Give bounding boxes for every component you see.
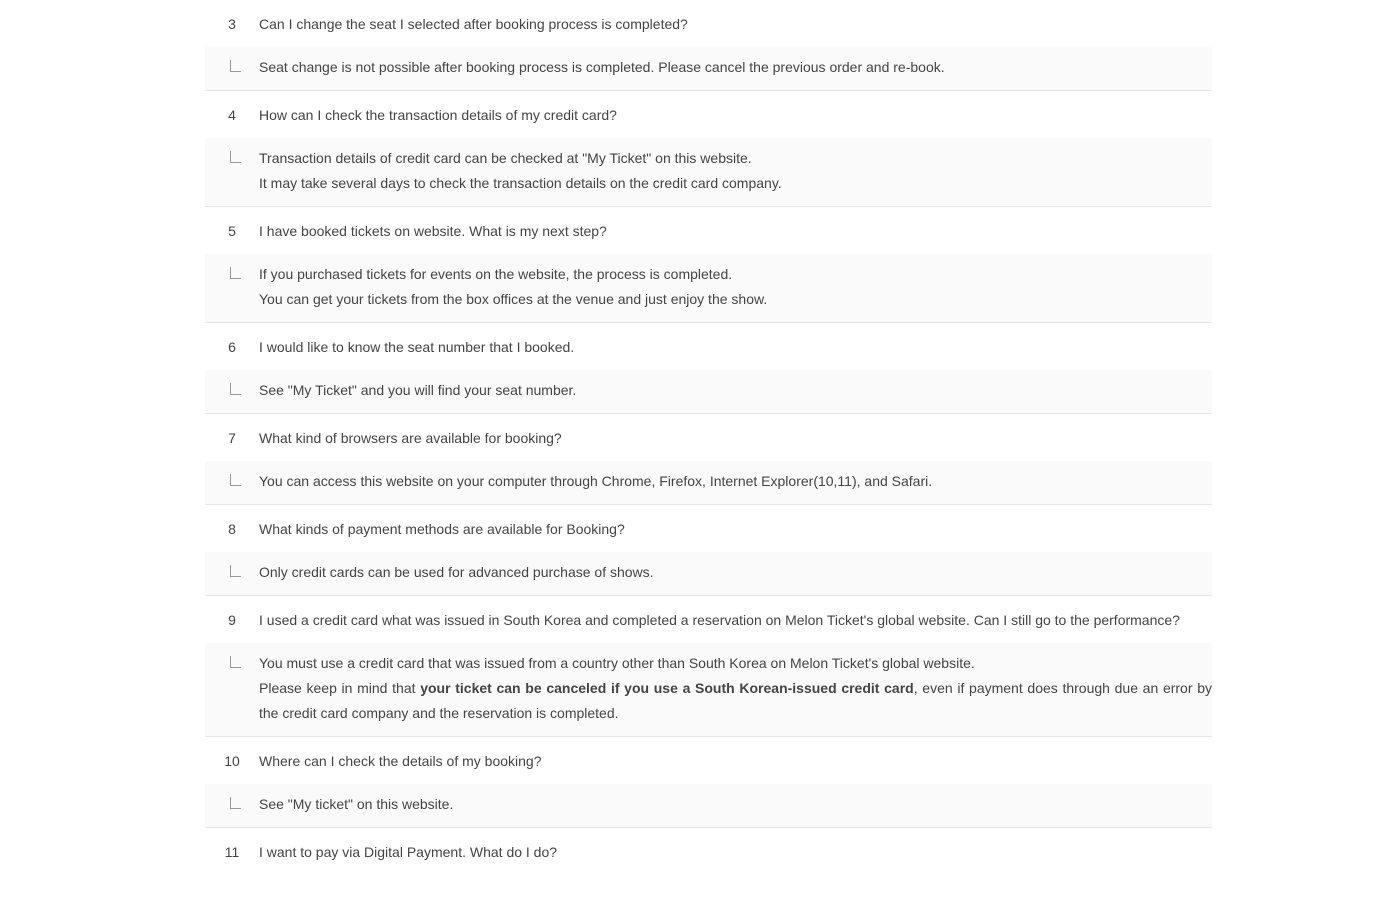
faq-question[interactable]: I want to pay via Digital Payment. What do I do? [259,844,558,860]
faq-question-row[interactable] [205,596,1212,643]
faq-answer [259,651,1212,726]
faq-number: 9 [228,612,236,628]
reply-corner-icon [230,797,241,809]
faq-number: 10 [224,753,240,769]
faq-answer-line: It may take several days to check the transaction details on the credit card company. [259,175,782,191]
faq-question[interactable]: I have booked tickets on website. What is my next step? [259,223,607,239]
reply-corner-icon [230,383,241,395]
faq-answer-row [205,138,1212,207]
faq-number: 3 [228,16,236,32]
faq-question-row[interactable] [205,828,1212,875]
faq-question-row[interactable] [205,414,1212,461]
faq-question-row[interactable] [205,737,1212,784]
faq-answer [259,469,1212,494]
faq-question[interactable]: Where can I check the details of my booking? [259,753,542,769]
faq-answer-line: If you purchased tickets for events on the website, the process is completed. [259,266,733,282]
faq-answer-line: You can access this website on your computer through Chrome, Firefox, Internet Explorer(10,11), and Safari. [259,473,933,489]
faq-answer-line: You can get your tickets from the box offices at the venue and just enjoy the show. [259,291,768,307]
faq-answer-row [205,47,1212,91]
faq-number: 11 [224,844,240,860]
faq-number: 6 [228,339,236,355]
faq-answer [259,55,1212,80]
faq-answer [259,262,1212,312]
faq-answer [259,146,1212,196]
faq-number: 7 [228,430,236,446]
reply-corner-icon [230,60,241,72]
faq-answer-line: See "My ticket" on this website. [259,796,454,812]
reply-corner-icon [230,151,241,163]
faq-answer-line: Seat change is not possible after booking process is completed. Please cancel the previous order and re-book. [259,59,945,75]
faq-number: 8 [228,521,236,537]
faq-answer-text: Please keep in mind that [259,680,421,696]
faq-question-row[interactable] [205,505,1212,552]
faq-question-row[interactable] [205,91,1212,138]
faq-answer [259,560,1212,585]
faq-answer [259,378,1212,403]
faq-answer-line: Transaction details of credit card can be checked at "My Ticket" on this website. [259,150,752,166]
faq-answer-line: See "My Ticket" and you will find your seat number. [259,382,577,398]
faq-question-row[interactable] [205,323,1212,370]
faq-answer-row [205,254,1212,323]
faq-answer [259,792,1212,817]
faq-answer-row [205,552,1212,596]
faq-answer-row [205,461,1212,505]
faq-answer-row [205,784,1212,828]
faq-answer-line: You must use a credit card that was issued from a country other than South Korea on Melon Ticket's global website. [259,655,975,671]
reply-corner-icon [230,565,241,577]
faq-question[interactable]: What kind of browsers are available for booking? [259,430,562,446]
faq-answer-text: , even if payment does through due an error by the credit card company and the reservation is completed. [259,680,1212,721]
faq-question-row[interactable] [205,207,1212,254]
reply-corner-icon [230,267,241,279]
faq-question[interactable]: What kinds of payment methods are available for Booking? [259,521,625,537]
faq-answer-line [259,676,1212,726]
faq-list [205,0,1212,875]
faq-answer-row [205,370,1212,414]
reply-corner-icon [230,656,241,668]
faq-question[interactable]: Can I change the seat I selected after booking process is completed? [259,16,688,32]
faq-question[interactable]: I used a credit card what was issued in South Korea and completed a reservation on Melon Ticket's global website. Can I still go to the performance? [259,612,1180,628]
faq-answer-line: Only credit cards can be used for advanced purchase of shows. [259,564,654,580]
faq-question-row[interactable] [205,0,1212,47]
faq-answer-emphasis: your ticket can be canceled if you use a South Korean-issued credit card [420,680,914,696]
faq-question[interactable]: How can I check the transaction details of my credit card? [259,107,617,123]
reply-corner-icon [230,474,241,486]
faq-number: 4 [228,107,236,123]
faq-number: 5 [228,223,236,239]
faq-answer-row [205,643,1212,737]
faq-question[interactable]: I would like to know the seat number that I booked. [259,339,575,355]
